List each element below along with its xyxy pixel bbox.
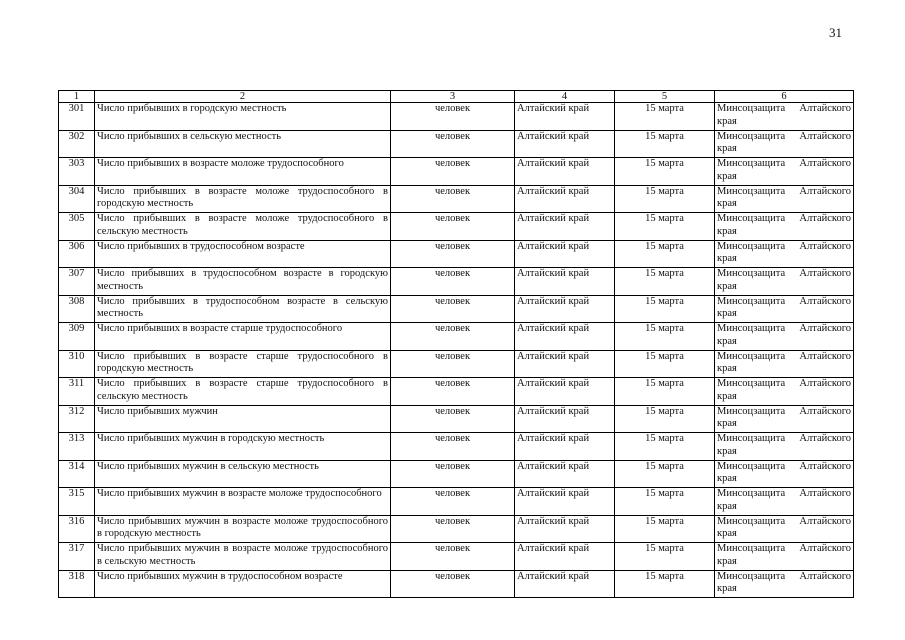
unit-of-measure-cell: человек — [391, 295, 515, 323]
region-cell: Алтайский край — [515, 185, 615, 213]
region-cell: Алтайский край — [515, 130, 615, 158]
indicator-name-cell: Число прибывших в возрасте моложе трудоспособного в городскую местность — [95, 185, 391, 213]
deadline-date-cell: 15 марта — [615, 103, 715, 131]
indicator-name-cell: Число прибывших в сельскую местность — [95, 130, 391, 158]
region-cell: Алтайский край — [515, 350, 615, 378]
deadline-date-cell: 15 марта — [615, 213, 715, 241]
deadline-date-cell: 15 марта — [615, 460, 715, 488]
table-row — [59, 240, 854, 268]
deadline-date-cell: 15 марта — [615, 130, 715, 158]
deadline-date-cell: 15 марта — [615, 185, 715, 213]
deadline-date-cell: 15 марта — [615, 543, 715, 571]
indicator-name-cell: Число прибывших в возрасте моложе трудоспособного — [95, 158, 391, 186]
responsible-org-cell: Минсоцзащита Алтайского края — [715, 570, 854, 598]
indicator-name-cell: Число прибывших в возрасте старше трудоспособного в городскую местность — [95, 350, 391, 378]
row-number-cell: 311 — [59, 378, 95, 406]
row-number-cell: 313 — [59, 433, 95, 461]
row-number-cell: 309 — [59, 323, 95, 351]
table-row — [59, 268, 854, 296]
row-number-cell: 317 — [59, 543, 95, 571]
unit-of-measure-cell: человек — [391, 103, 515, 131]
unit-of-measure-cell: человек — [391, 213, 515, 241]
table-row — [59, 158, 854, 186]
unit-of-measure-cell: человек — [391, 350, 515, 378]
responsible-org-cell: Минсоцзащита Алтайского края — [715, 103, 854, 131]
region-cell: Алтайский край — [515, 570, 615, 598]
table-row — [59, 515, 854, 543]
region-cell: Алтайский край — [515, 295, 615, 323]
row-number-cell: 303 — [59, 158, 95, 186]
responsible-org-cell: Минсоцзащита Алтайского края — [715, 433, 854, 461]
table-row — [59, 488, 854, 516]
indicator-name-cell: Число прибывших мужчин в сельскую местность — [95, 460, 391, 488]
row-number-cell: 305 — [59, 213, 95, 241]
header-col-3: 3 — [391, 91, 515, 103]
unit-of-measure-cell: человек — [391, 488, 515, 516]
table-row — [59, 185, 854, 213]
region-cell: Алтайский край — [515, 158, 615, 186]
row-number-cell: 306 — [59, 240, 95, 268]
responsible-org-cell: Минсоцзащита Алтайского края — [715, 488, 854, 516]
region-cell: Алтайский край — [515, 213, 615, 241]
indicator-name-cell: Число прибывших в возрасте старше трудоспособного — [95, 323, 391, 351]
responsible-org-cell: Минсоцзащита Алтайского края — [715, 405, 854, 433]
responsible-org-cell: Минсоцзащита Алтайского края — [715, 268, 854, 296]
unit-of-measure-cell: человек — [391, 405, 515, 433]
row-number-cell: 301 — [59, 103, 95, 131]
unit-of-measure-cell: человек — [391, 570, 515, 598]
unit-of-measure-cell: человек — [391, 130, 515, 158]
region-cell: Алтайский край — [515, 460, 615, 488]
deadline-date-cell: 15 марта — [615, 515, 715, 543]
deadline-date-cell: 15 марта — [615, 158, 715, 186]
indicator-name-cell: Число прибывших в возрасте старше трудоспособного в сельскую местность — [95, 378, 391, 406]
table-row — [59, 295, 854, 323]
deadline-date-cell: 15 марта — [615, 350, 715, 378]
responsible-org-cell: Минсоцзащита Алтайского края — [715, 543, 854, 571]
row-number-cell: 308 — [59, 295, 95, 323]
row-number-cell: 318 — [59, 570, 95, 598]
indicator-name-cell: Число прибывших мужчин в трудоспособном возрасте — [95, 570, 391, 598]
region-cell: Алтайский край — [515, 515, 615, 543]
unit-of-measure-cell: человек — [391, 158, 515, 186]
deadline-date-cell: 15 марта — [615, 268, 715, 296]
indicator-name-cell: Число прибывших мужчин в возрасте моложе трудоспособного в сельскую местность — [95, 543, 391, 571]
table-row — [59, 460, 854, 488]
row-number-cell: 314 — [59, 460, 95, 488]
deadline-date-cell: 15 марта — [615, 295, 715, 323]
unit-of-measure-cell: человек — [391, 460, 515, 488]
deadline-date-cell: 15 марта — [615, 433, 715, 461]
table-row — [59, 350, 854, 378]
unit-of-measure-cell: человек — [391, 543, 515, 571]
responsible-org-cell: Минсоцзащита Алтайского края — [715, 158, 854, 186]
region-cell: Алтайский край — [515, 433, 615, 461]
header-col-5: 5 — [615, 91, 715, 103]
responsible-org-cell: Минсоцзащита Алтайского края — [715, 378, 854, 406]
indicator-name-cell: Число прибывших в городскую местность — [95, 103, 391, 131]
deadline-date-cell: 15 марта — [615, 240, 715, 268]
responsible-org-cell: Минсоцзащита Алтайского края — [715, 295, 854, 323]
unit-of-measure-cell: человек — [391, 515, 515, 543]
region-cell: Алтайский край — [515, 405, 615, 433]
responsible-org-cell: Минсоцзащита Алтайского края — [715, 350, 854, 378]
responsible-org-cell: Минсоцзащита Алтайского края — [715, 213, 854, 241]
table-row — [59, 323, 854, 351]
table-row — [59, 570, 854, 598]
indicator-name-cell: Число прибывших мужчин в возрасте моложе трудоспособного — [95, 488, 391, 516]
header-col-4: 4 — [515, 91, 615, 103]
indicator-name-cell: Число прибывших в возрасте моложе трудоспособного в сельскую местность — [95, 213, 391, 241]
indicator-name-cell: Число прибывших в трудоспособном возрасте в городскую местность — [95, 268, 391, 296]
deadline-date-cell: 15 марта — [615, 405, 715, 433]
deadline-date-cell: 15 марта — [615, 378, 715, 406]
deadline-date-cell: 15 марта — [615, 488, 715, 516]
deadline-date-cell: 15 марта — [615, 570, 715, 598]
region-cell: Алтайский край — [515, 488, 615, 516]
table-body — [59, 103, 854, 598]
unit-of-measure-cell: человек — [391, 433, 515, 461]
unit-of-measure-cell: человек — [391, 323, 515, 351]
responsible-org-cell: Минсоцзащита Алтайского края — [715, 240, 854, 268]
unit-of-measure-cell: человек — [391, 240, 515, 268]
row-number-cell: 312 — [59, 405, 95, 433]
region-cell: Алтайский край — [515, 103, 615, 131]
indicator-name-cell: Число прибывших мужчин в городскую местность — [95, 433, 391, 461]
table-row — [59, 543, 854, 571]
responsible-org-cell: Минсоцзащита Алтайского края — [715, 185, 854, 213]
indicator-name-cell: Число прибывших мужчин в возрасте моложе трудоспособного в городскую местность — [95, 515, 391, 543]
row-number-cell: 302 — [59, 130, 95, 158]
table-row — [59, 130, 854, 158]
header-col-6: 6 — [715, 91, 854, 103]
row-number-cell: 316 — [59, 515, 95, 543]
indicator-name-cell: Число прибывших мужчин — [95, 405, 391, 433]
table-row — [59, 213, 854, 241]
unit-of-measure-cell: человек — [391, 185, 515, 213]
indicator-name-cell: Число прибывших в трудоспособном возрасте в сельскую местность — [95, 295, 391, 323]
region-cell: Алтайский край — [515, 378, 615, 406]
unit-of-measure-cell: человек — [391, 378, 515, 406]
row-number-cell: 310 — [59, 350, 95, 378]
table-row — [59, 103, 854, 131]
responsible-org-cell: Минсоцзащита Алтайского края — [715, 460, 854, 488]
table-row — [59, 405, 854, 433]
row-number-cell: 315 — [59, 488, 95, 516]
table-header-row — [59, 91, 854, 103]
table-row — [59, 433, 854, 461]
region-cell: Алтайский край — [515, 240, 615, 268]
header-col-1: 1 — [59, 91, 95, 103]
responsible-org-cell: Минсоцзащита Алтайского края — [715, 515, 854, 543]
row-number-cell: 304 — [59, 185, 95, 213]
region-cell: Алтайский край — [515, 543, 615, 571]
row-number-cell: 307 — [59, 268, 95, 296]
deadline-date-cell: 15 марта — [615, 323, 715, 351]
data-table — [58, 90, 854, 598]
page-number: 31 — [829, 25, 842, 40]
region-cell: Алтайский край — [515, 323, 615, 351]
table-row — [59, 378, 854, 406]
responsible-org-cell: Минсоцзащита Алтайского края — [715, 130, 854, 158]
unit-of-measure-cell: человек — [391, 268, 515, 296]
region-cell: Алтайский край — [515, 268, 615, 296]
responsible-org-cell: Минсоцзащита Алтайского края — [715, 323, 854, 351]
indicator-name-cell: Число прибывших в трудоспособном возрасте — [95, 240, 391, 268]
header-col-2: 2 — [95, 91, 391, 103]
